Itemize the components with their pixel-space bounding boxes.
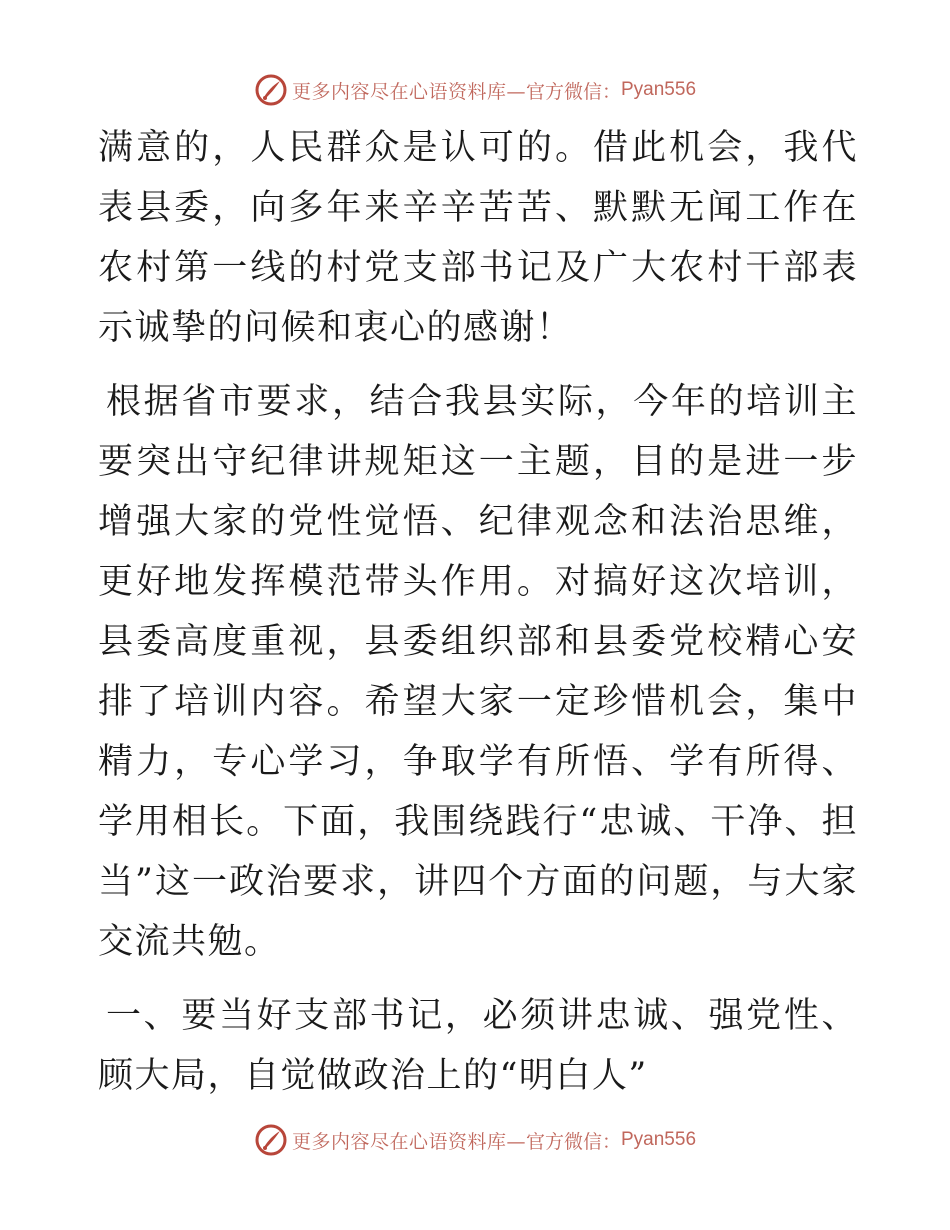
banner-wechat-label: 官方微信：: [525, 80, 621, 103]
banner-wechat-label: 官方微信：: [525, 1130, 621, 1153]
ink-brush-logo-icon: [254, 73, 288, 107]
section-heading-1: 一、要当好支部书记，必须讲忠诚、强党性、顾大局，自觉做政治上的“明白人”: [98, 996, 858, 1096]
paragraph-1: 满意的，人民群众是认可的。借此机会，我代表县委，向多年来辛辛苦苦、默默无闻工作在农村第一线的村党支部书记及广大农村干部表示诚挚的问候和衷心的感谢！: [98, 128, 858, 348]
ink-brush-logo-icon: [254, 1123, 288, 1157]
banner-wechat-id: Pyan556: [621, 79, 697, 100]
paragraph-2: 根据省市要求，结合我县实际，今年的培训主要突出守纪律讲规矩这一主题，目的是进一步增强大家的党性觉悟、纪律观念和法治思维，更好地发挥模范带头作用。对搞好这次培训，县委高度重视，县委组织部和县委党校精心安排了培训内容。希望大家一定珍惜机会，集中精力，专心学习，争取学有所悟、学有所得、学用相长。下面，我围绕践行“忠诚、干净、担当”这一政治要求，讲四个方面的问题，与大家交流共勉。: [98, 382, 858, 962]
banner-site-text: 更多内容尽在心语资料库—: [291, 1130, 526, 1153]
banner-wechat-id: Pyan556: [621, 1129, 697, 1150]
document-body: [98, 118, 858, 1106]
footer-banner: [0, 1120, 950, 1160]
header-banner: [0, 70, 950, 110]
banner-site-text: 更多内容尽在心语资料库—: [291, 80, 526, 103]
